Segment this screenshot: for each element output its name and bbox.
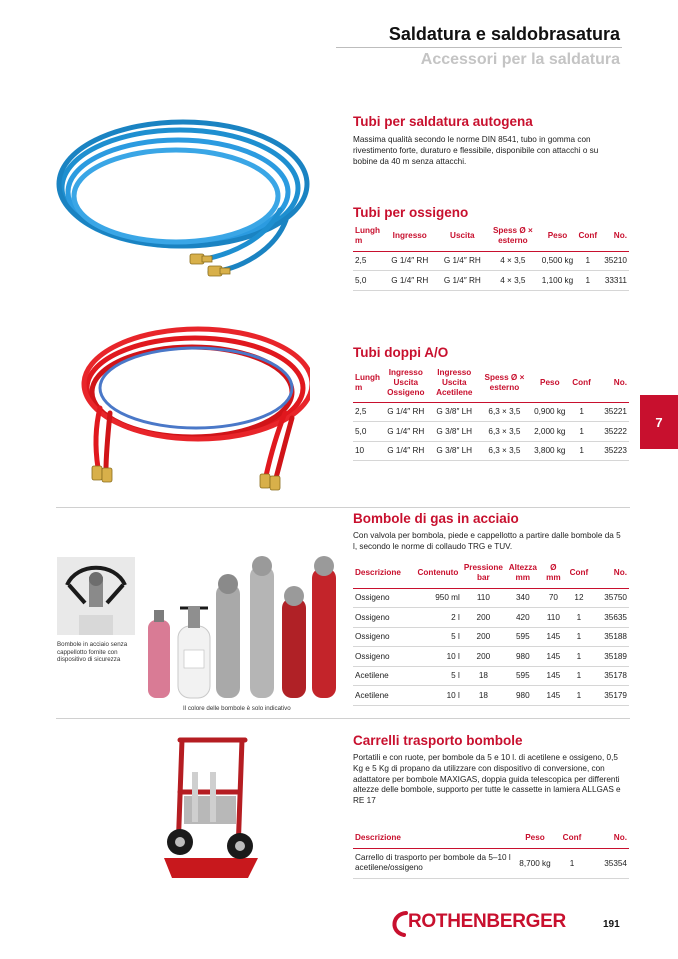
section-description-cylinders: Con valvola per bombola, piede e cappellotto a partire dalle bombole da 5 l, secondo le norme di collaudo TRG e TUV. [353, 531, 621, 551]
cell: 4 × 3,5 [487, 251, 538, 271]
cell: 595 [505, 627, 541, 647]
oxygen-hose-table [353, 221, 629, 291]
cell: 5,0 [353, 271, 382, 291]
cell: 35221 [594, 402, 629, 422]
cell: Ossigeno [353, 608, 414, 628]
cell: 1,100 kg [539, 271, 577, 291]
cell: G 1/4″ RH [382, 422, 430, 442]
cell: G 1/4″ RH [437, 271, 487, 291]
cell: 1 [566, 647, 592, 667]
col-content: Contenuto [414, 558, 462, 588]
cell: 6,3 × 3,5 [479, 441, 530, 461]
table-header-row [353, 221, 629, 251]
page-title: Saldatura e saldobrasatura [388, 24, 620, 44]
col-no: No. [587, 828, 629, 848]
col-inlet-acetylene: Ingresso Uscita Acetilene [430, 364, 479, 402]
page-subtitle: Accessori per la saldatura [420, 51, 620, 68]
gas-cylinders-image [140, 548, 340, 703]
cell: Carrello di trasporto per bombole da 5–10 l acetilene/ossigeno [353, 848, 513, 878]
col-pack: Conf [566, 558, 592, 588]
table-row [353, 588, 629, 608]
col-diameter: Ø mm [541, 558, 566, 588]
cell: 35178 [592, 666, 629, 686]
section-title-hoses: Tubi per saldatura autogena [353, 114, 533, 129]
cell: 145 [541, 647, 566, 667]
table-row [353, 666, 629, 686]
cell: 33311 [599, 271, 629, 291]
blue-hose-image [50, 110, 320, 300]
cell: 2 l [414, 608, 462, 628]
double-hose-image [70, 318, 310, 498]
table-row [353, 251, 629, 271]
col-height: Altezza mm [505, 558, 541, 588]
col-thickness: Spess Ø × esterno [487, 221, 538, 251]
section-divider [56, 718, 630, 719]
section-title-double-hoses: Tubi doppi A/O [353, 345, 449, 360]
cell: 1 [570, 441, 594, 461]
cell: 110 [541, 608, 566, 628]
header-divider [336, 47, 622, 48]
cell: 2,5 [353, 251, 382, 271]
cell: 35750 [592, 588, 629, 608]
cell: Ossigeno [353, 647, 414, 667]
cell: 950 ml [414, 588, 462, 608]
cell: 3,800 kg [530, 441, 570, 461]
table-header-row [353, 364, 629, 402]
cell: 18 [462, 666, 505, 686]
trolley-image [150, 732, 265, 892]
cell: 5,0 [353, 422, 382, 442]
cell: 340 [505, 588, 541, 608]
cell: 5 l [414, 666, 462, 686]
cell: 35223 [594, 441, 629, 461]
cell: Acetilene [353, 686, 414, 706]
cell: G 1/4″ RH [437, 251, 487, 271]
col-weight: Peso [513, 828, 557, 848]
cell: 980 [505, 686, 541, 706]
table-row [353, 686, 629, 706]
cell: Acetilene [353, 666, 414, 686]
table-row [353, 271, 629, 291]
col-length: Lungh m [353, 221, 382, 251]
table-row [353, 647, 629, 667]
cell: 980 [505, 647, 541, 667]
cell: G 1/4″ RH [382, 251, 437, 271]
cell: 1 [566, 627, 592, 647]
small-caption: Bombole in acciaio senza cappellotto fornite con dispositivo di sicurezza [57, 641, 128, 664]
col-outlet: Uscita [437, 221, 487, 251]
col-pack: Conf [570, 364, 594, 402]
cell: 6,3 × 3,5 [479, 422, 530, 442]
col-description: Descrizione [353, 828, 513, 848]
cell: 1 [566, 686, 592, 706]
table-row [353, 402, 629, 422]
cell: 70 [541, 588, 566, 608]
cell: 35179 [592, 686, 629, 706]
cell: 10 [353, 441, 382, 461]
cell: 35354 [587, 848, 629, 878]
cell: 35635 [592, 608, 629, 628]
cell: 12 [566, 588, 592, 608]
cell: 4 × 3,5 [487, 271, 538, 291]
cell: 8,700 kg [513, 848, 557, 878]
cell: 1 [570, 402, 594, 422]
cell: 35189 [592, 647, 629, 667]
col-no: No. [599, 221, 629, 251]
cell: 145 [541, 627, 566, 647]
cell: Ossigeno [353, 627, 414, 647]
cell: 200 [462, 627, 505, 647]
cell: G 1/4″ RH [382, 402, 430, 422]
col-description: Descrizione [353, 558, 414, 588]
cell: 420 [505, 608, 541, 628]
cell: G 1/4″ RH [382, 271, 437, 291]
table-row [353, 608, 629, 628]
cylinders-caption: Il colore delle bombole è solo indicativo [183, 705, 291, 712]
table-header-row [353, 828, 629, 848]
cell: 1 [576, 271, 599, 291]
table-row [353, 441, 629, 461]
cell: 18 [462, 686, 505, 706]
col-weight: Peso [539, 221, 577, 251]
cell: G 3/8″ LH [430, 441, 479, 461]
chapter-tab[interactable]: 7 [640, 395, 678, 449]
cell: 1 [576, 251, 599, 271]
col-no: No. [592, 558, 629, 588]
cell: 145 [541, 666, 566, 686]
cell: 2,000 kg [530, 422, 570, 442]
section-description-trolley: Portatili e con ruote, per bombole da 5 e 10 l. di acetilene e ossigeno, 0,5 Kg e 5 Kg di propano da utilizzare con dispositivo di conversione, con adattatore per bombole MAXIGAS, doppia guida telescopica per differenti altezze delle bombole, supporto per tutte le cassette in lamiera ALLGAS e RE 17 [353, 753, 621, 806]
cell: 1 [570, 422, 594, 442]
cell: 5 l [414, 627, 462, 647]
cell: 35210 [599, 251, 629, 271]
col-inlet: Ingresso [382, 221, 437, 251]
cell: 0,500 kg [539, 251, 577, 271]
cell: 35222 [594, 422, 629, 442]
brand-logo: ROTHENBERGER [408, 911, 566, 932]
table-row [353, 422, 629, 442]
table-row [353, 848, 629, 878]
cell: 200 [462, 647, 505, 667]
cell: 145 [541, 686, 566, 706]
cell: 6,3 × 3,5 [479, 402, 530, 422]
col-pack: Conf [576, 221, 599, 251]
cell: 110 [462, 588, 505, 608]
double-hose-table [353, 364, 629, 461]
section-title-oxygen: Tubi per ossigeno [353, 205, 469, 220]
section-description-hoses: Massima qualità secondo le norme DIN 8541, tubo in gomma con rivestimento forte, duraturo e flessibile, disponibile con attacchi o su bobine da 40 m senza attacchi. [353, 135, 599, 166]
col-pressure: Pressione bar [462, 558, 505, 588]
cell: 35188 [592, 627, 629, 647]
col-pack: Conf [557, 828, 587, 848]
cell: G 3/8″ LH [430, 422, 479, 442]
col-weight: Peso [530, 364, 570, 402]
cell: 595 [505, 666, 541, 686]
cell: 10 l [414, 647, 462, 667]
table-row [353, 627, 629, 647]
cell: 200 [462, 608, 505, 628]
section-title-trolley: Carrelli trasporto bombole [353, 733, 523, 748]
col-inlet-oxygen: Ingresso Uscita Ossigeno [382, 364, 430, 402]
cell: G 1/4″ RH [382, 441, 430, 461]
cell: 2,5 [353, 402, 382, 422]
trolley-table [353, 828, 629, 879]
cell: 1 [566, 666, 592, 686]
section-title-cylinders: Bombole di gas in acciaio [353, 511, 519, 526]
valve-photo [57, 557, 135, 635]
col-no: No. [594, 364, 629, 402]
page-number: 191 [603, 919, 620, 930]
cell: 0,900 kg [530, 402, 570, 422]
table-header-row [353, 558, 629, 588]
cell: 1 [566, 608, 592, 628]
col-thickness: Spess Ø × esterno [479, 364, 530, 402]
col-length: Lungh m [353, 364, 382, 402]
section-divider [56, 507, 630, 508]
cylinders-table [353, 558, 629, 706]
cell: Ossigeno [353, 588, 414, 608]
cell: G 3/8″ LH [430, 402, 479, 422]
cell: 1 [557, 848, 587, 878]
cell: 10 l [414, 686, 462, 706]
